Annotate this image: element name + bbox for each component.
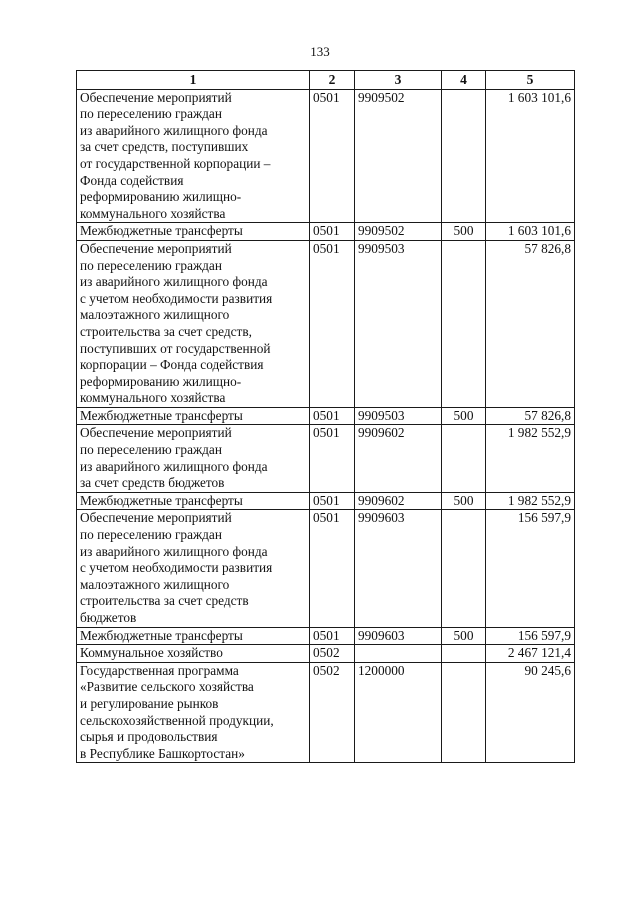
row-amount: 2 467 121,4 [486,645,575,663]
row-name: Обеспечение мероприятий по переселению граждан из аварийного жилищного фонда с учетом необходимости развития малоэтажного жилищного строительства за счет средств, поступивших от государственной корпорации – Фонда содействия реформированию жилищно- коммунального хозяйства [77,240,310,407]
table-row [77,425,575,492]
column-header-4: 4 [442,71,486,90]
row-amount: 57 826,8 [486,240,575,407]
budget-table [76,70,575,763]
row-type: 500 [442,492,486,510]
row-type: 500 [442,407,486,425]
column-header-2: 2 [310,71,355,90]
table-row [77,407,575,425]
row-target: 9909602 [355,425,442,492]
row-type: 500 [442,627,486,645]
row-target: 9909503 [355,240,442,407]
page-number: 133 [310,44,330,59]
row-name: Обеспечение мероприятий по переселению граждан из аварийного жилищного фонда с учетом необходимости развития малоэтажного жилищного строительства за счет средств бюджетов [77,510,310,627]
row-section: 0501 [310,223,355,241]
row-amount: 156 597,9 [486,510,575,627]
row-name: Межбюджетные трансферты [77,627,310,645]
column-header-3: 3 [355,71,442,90]
row-amount: 1 603 101,6 [486,223,575,241]
row-name: Межбюджетные трансферты [77,407,310,425]
row-section: 0501 [310,425,355,492]
row-target [355,645,442,663]
row-section: 0501 [310,627,355,645]
row-section: 0502 [310,662,355,763]
table-row [77,662,575,763]
row-type [442,510,486,627]
row-type [442,89,486,223]
table-header-row [77,71,575,90]
row-target: 9909603 [355,510,442,627]
row-amount: 57 826,8 [486,407,575,425]
table-row [77,89,575,223]
table-row [77,223,575,241]
row-name: Межбюджетные трансферты [77,492,310,510]
row-amount: 90 245,6 [486,662,575,763]
row-target: 9909502 [355,223,442,241]
row-name: Обеспечение мероприятий по переселению граждан из аварийного жилищного фонда за счет средств бюджетов [77,425,310,492]
row-type [442,662,486,763]
row-section: 0501 [310,492,355,510]
row-name: Обеспечение мероприятий по переселению граждан из аварийного жилищного фонда за счет средств, поступивших от государственной корпорации – Фонда содействия реформированию жилищно- коммунального хозяйства [77,89,310,223]
row-target: 9909502 [355,89,442,223]
row-name: Коммунальное хозяйство [77,645,310,663]
row-target: 1200000 [355,662,442,763]
table-row [77,627,575,645]
row-section: 0501 [310,407,355,425]
row-amount: 1 603 101,6 [486,89,575,223]
row-target: 9909603 [355,627,442,645]
column-header-5: 5 [486,71,575,90]
row-target: 9909602 [355,492,442,510]
row-amount: 156 597,9 [486,627,575,645]
row-type: 500 [442,223,486,241]
row-name: Государственная программа «Развитие сельского хозяйства и регулирование рынков сельскохозяйственной продукции, сырья и продовольствия в Республике Башкортостан» [77,662,310,763]
row-section: 0501 [310,240,355,407]
row-target: 9909503 [355,407,442,425]
row-type [442,645,486,663]
row-type [442,425,486,492]
row-amount: 1 982 552,9 [486,425,575,492]
row-amount: 1 982 552,9 [486,492,575,510]
column-header-1: 1 [77,71,310,90]
row-section: 0501 [310,510,355,627]
row-section: 0501 [310,89,355,223]
row-type [442,240,486,407]
table-row [77,492,575,510]
row-name: Межбюджетные трансферты [77,223,310,241]
table-row [77,510,575,627]
table-row [77,645,575,663]
row-section: 0502 [310,645,355,663]
table-row [77,240,575,407]
